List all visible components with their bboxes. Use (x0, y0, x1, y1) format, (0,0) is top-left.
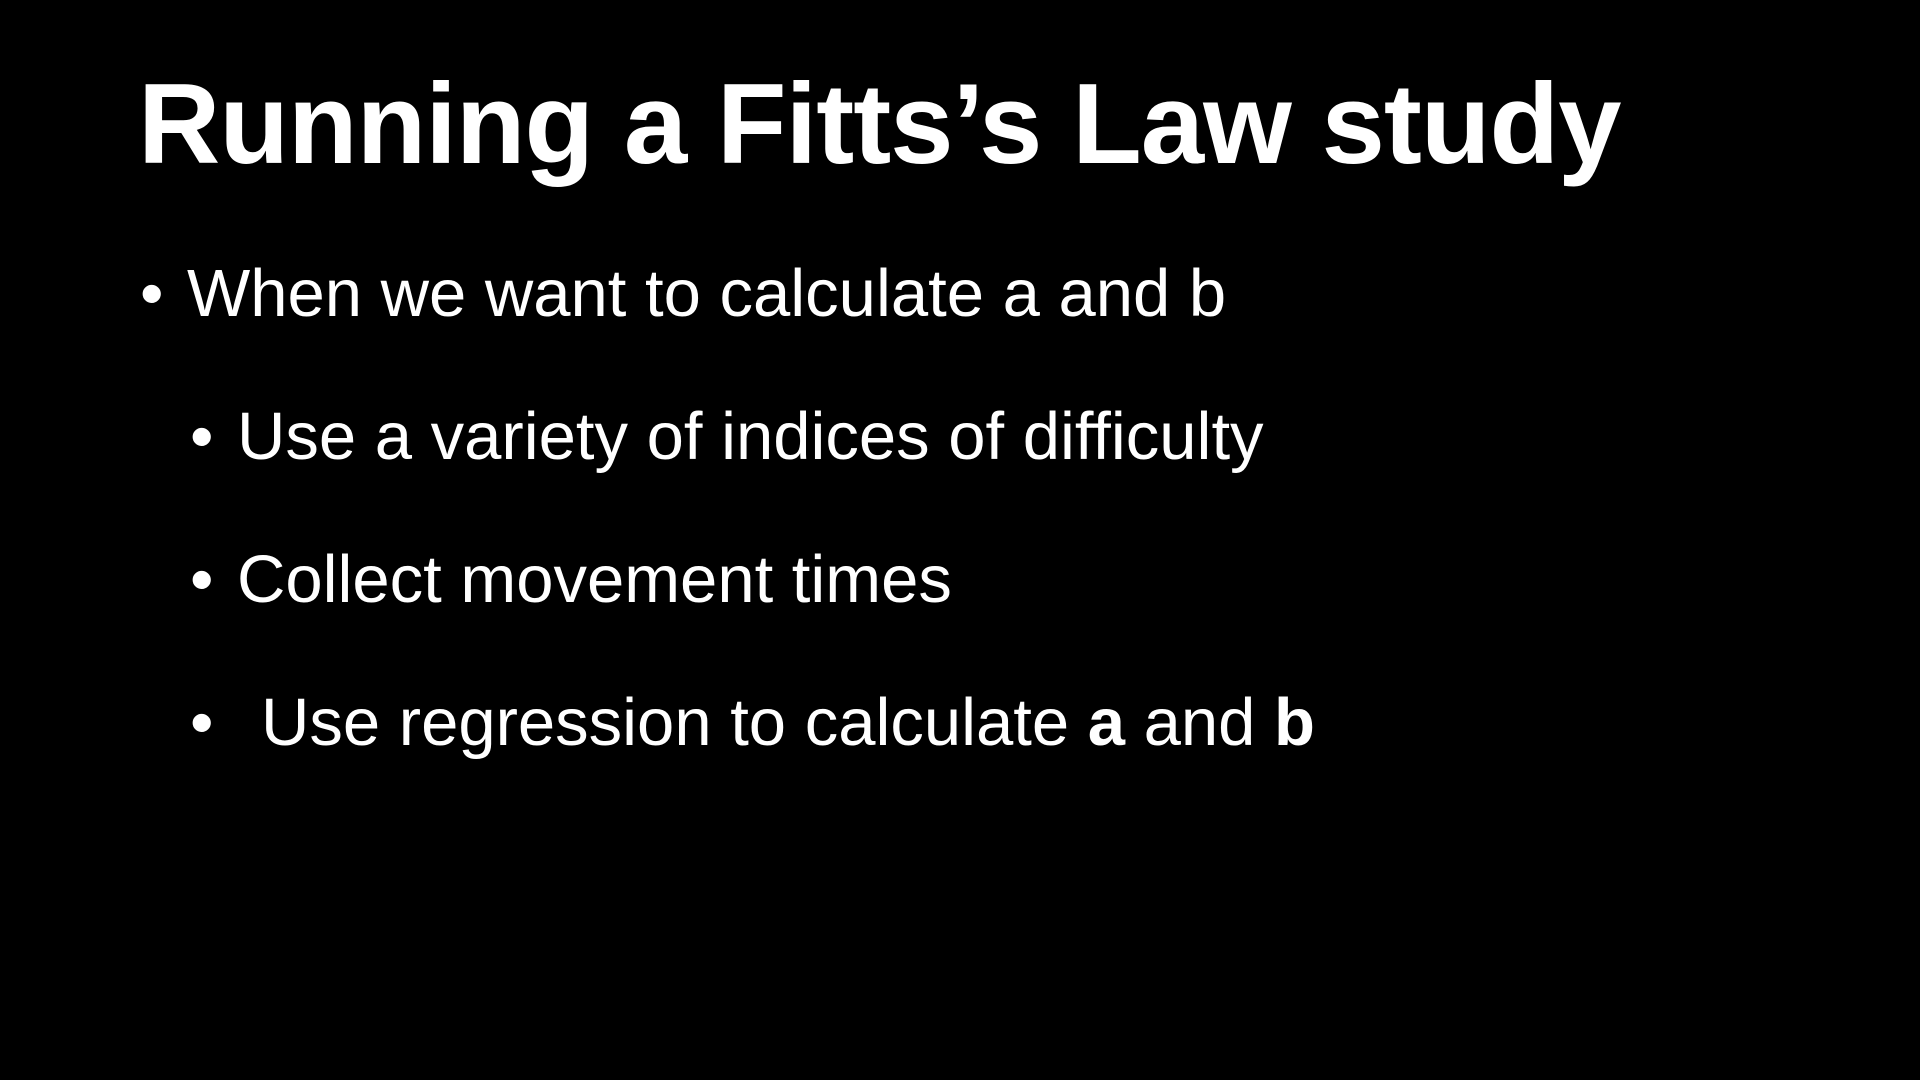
bullet-text: Collect movement times (237, 542, 952, 617)
bullet-text-part: and (1125, 685, 1275, 760)
bullet-icon: • (190, 542, 214, 617)
bullet-text: When we want to calculate a and b (187, 256, 1227, 331)
bullet-text-rich (261, 683, 1315, 763)
bullet-icon: • (190, 685, 214, 760)
bullet-icon: • (140, 256, 164, 331)
slide-title: Running a Fitts’s Law study (138, 61, 1621, 188)
bullet-text: Use a variety of indices of difficulty (237, 399, 1264, 474)
bullet-icon: • (190, 399, 214, 474)
bullet-text-bold-a: a (1087, 685, 1126, 760)
bullet-text-part: Use regression to calculate (261, 685, 1088, 760)
bullet-text-bold-b: b (1274, 685, 1315, 760)
